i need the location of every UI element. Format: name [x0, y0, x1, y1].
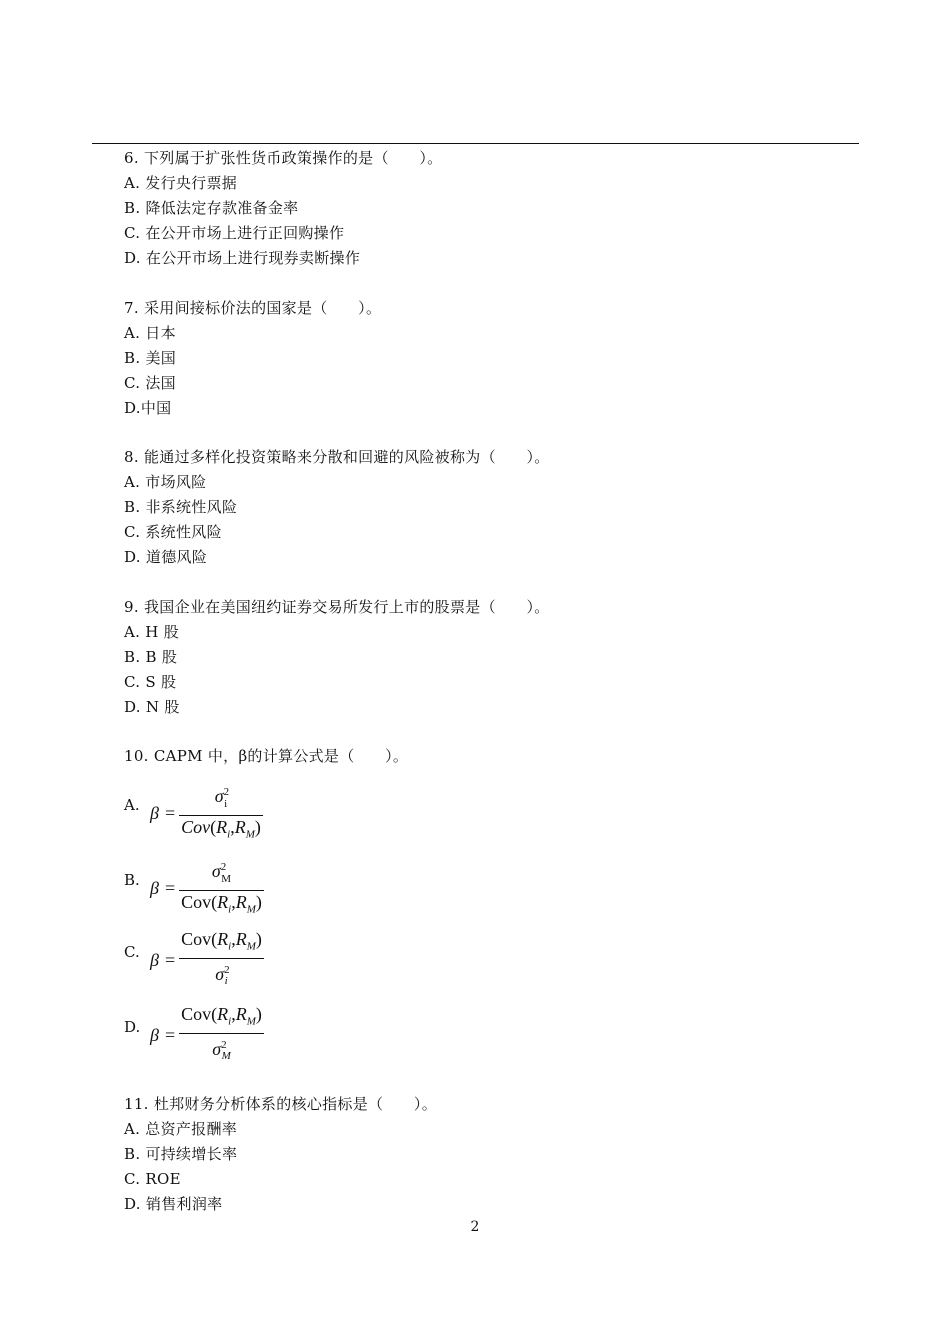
question-11-option-d: D. 销售利润率: [124, 1195, 223, 1213]
question-8-option-a: A. 市场风险: [124, 473, 207, 491]
question-6-option-c: C. 在公开市场上进行正回购操作: [124, 224, 345, 242]
question-6-stem: 6. 下列属于扩张性货币政策操作的是（ ）。: [124, 149, 443, 167]
question-11-stem: 11. 杜邦财务分析体系的核心指标是（ ）。: [124, 1095, 438, 1113]
question-6-option-d: D. 在公开市场上进行现券卖断操作: [124, 249, 361, 267]
question-7-option-c: C. 法国: [124, 374, 176, 392]
question-7-option-b: B. 美国: [124, 349, 177, 367]
question-10-option-b-label: B.: [124, 871, 140, 889]
question-6-option-b: B. 降低法定存款准备金率: [124, 199, 299, 217]
question-11-option-b: B. 可持续增长率: [124, 1145, 238, 1163]
question-9-stem: 9. 我国企业在美国纽约证券交易所发行上市的股票是（ ）。: [124, 598, 550, 616]
question-8-option-c: C. 系统性风险: [124, 523, 222, 541]
formula-b: β = $\frac{\sigma^2_M}{Cov(R_i,R_M)}$: [150, 861, 262, 916]
question-9-option-a: A. H 股: [124, 623, 180, 641]
question-9-option-c: C. S 股: [124, 673, 177, 691]
question-10-option-c-label: C.: [124, 943, 140, 961]
formula-d: β = $\frac{Cov(R_i,R_M)}{\sigma^2_M}$: [150, 1004, 262, 1063]
question-9-option-b: B. B 股: [124, 648, 178, 666]
question-10-option-a-label: A.: [124, 796, 140, 814]
question-7-option-d: D.中国: [124, 399, 172, 417]
header-rule: [92, 143, 859, 144]
question-7-option-a: A. 日本: [124, 324, 176, 342]
question-10-stem: 10. CAPM 中，β的计算公式是（ ）。: [124, 747, 409, 765]
formula-c: β = $\frac{Cov(R_i,R_M)}{\sigma^2_i}$: [150, 929, 262, 988]
question-11-option-c: C. ROE: [124, 1170, 181, 1188]
page-number: 2: [470, 1219, 480, 1235]
question-9-option-d: D. N 股: [124, 698, 180, 716]
question-8-option-b: B. 非系统性风险: [124, 498, 238, 516]
question-10-option-d-label: D.: [124, 1018, 141, 1036]
question-7-stem: 7. 采用间接标价法的国家是（ ）。: [124, 299, 382, 317]
question-8-stem: 8. 能通过多样化投资策略来分散和回避的风险被称为（ ）。: [124, 448, 550, 466]
question-11-option-a: A. 总资产报酬率: [124, 1120, 238, 1138]
formula-a: β = $\frac{\sigma^2_i}{Cov(R_i,R_M)}$: [150, 786, 261, 841]
question-8-option-d: D. 道德风险: [124, 548, 208, 566]
question-6-option-a: A. 发行央行票据: [124, 174, 238, 192]
